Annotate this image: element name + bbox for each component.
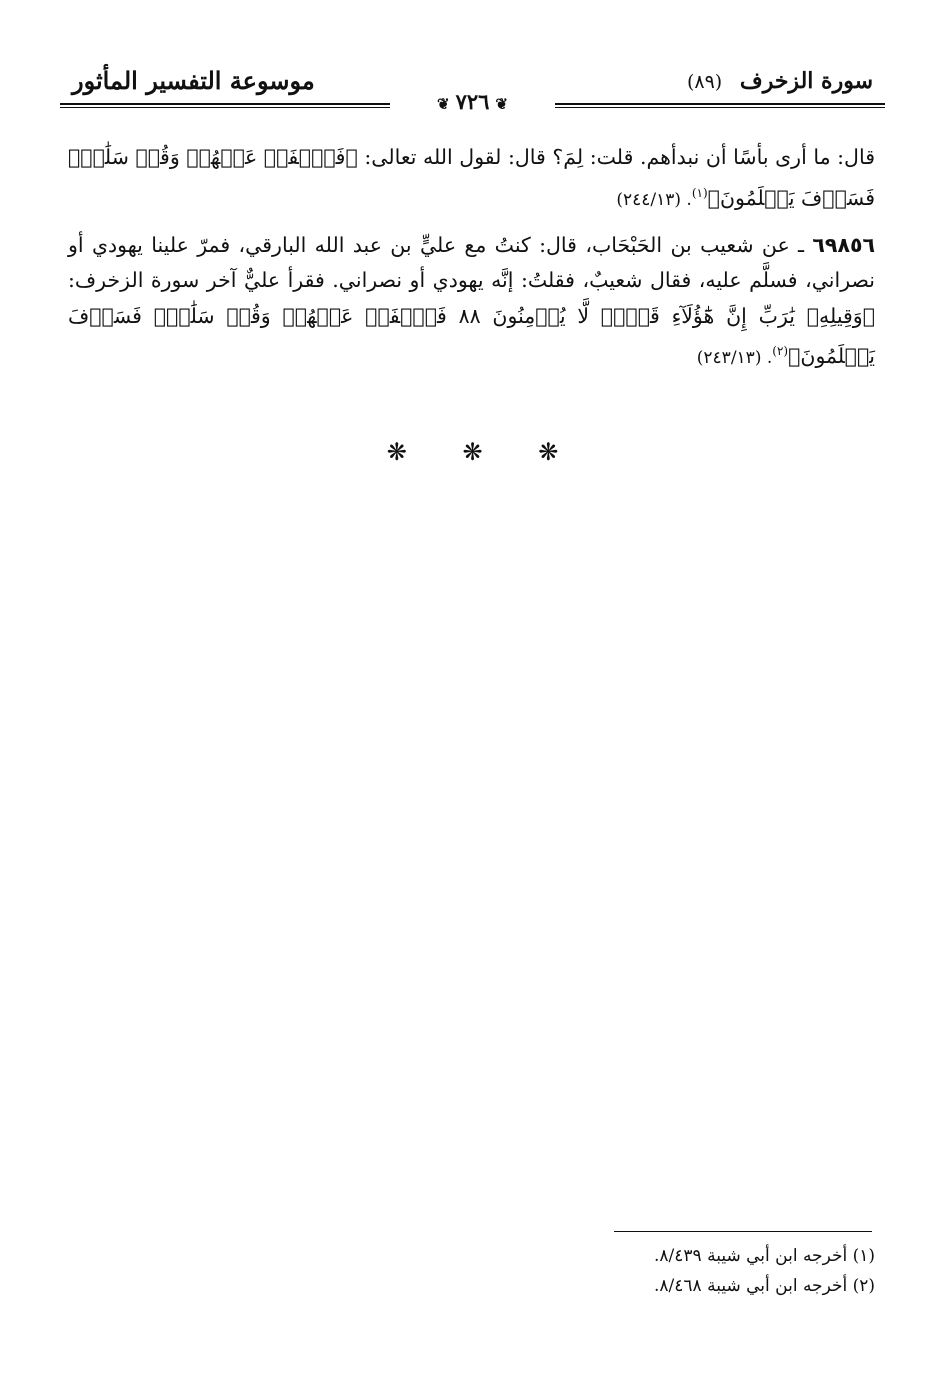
star-icon: ❋ — [538, 438, 559, 466]
footnote-1: (١) أخرجه ابن أبي شيبة ٨/٤٣٩. — [654, 1246, 875, 1266]
page-number-text: ٧٢٦ — [455, 89, 490, 114]
footnote-2: (٢) أخرجه ابن أبي شيبة ٨/٤٦٨. — [654, 1276, 875, 1296]
paragraph-1 — [68, 140, 875, 218]
ornament-icon: ❦ — [437, 95, 450, 113]
star-icon: ❋ — [462, 438, 483, 466]
running-header — [60, 58, 885, 114]
footnote-rule — [614, 1231, 872, 1232]
surah-name: سورة الزخرف — [739, 68, 873, 94]
paragraph-1-text: قال: ما أرى بأسًا أن نبدأهم. قلت: لِمَ؟ قال: لقول الله تعالى: ﴿فَٱصۡفَحۡ عَنۡهُمۡ وَقُلۡ سَلَٰمٞۚ فَسَوۡفَ يَعۡلَمُونَ﴾ — [68, 145, 875, 210]
header-rule-right — [555, 103, 885, 105]
footnotes — [654, 1241, 875, 1301]
footnote-ref-2: (٢) — [772, 344, 789, 359]
page-number — [431, 89, 514, 114]
surah-title — [687, 68, 873, 94]
paragraph-2 — [68, 228, 875, 377]
ornament-icon: ❦ — [495, 95, 508, 113]
star-icon: ❋ — [386, 438, 407, 466]
paragraph-2-text: ـ عن شعيب بن الحَبْحَاب، قال: كنتُ مع عليٍّ بن عبد الله البارقي، فمرّ علينا يهودي أو نصراني، فسلَّم عليه، فقال شعيبٌ، فقلتُ: إنَّه يهودي أو نصراني. فقرأ عليٌّ آخر سورة الزخرف: ﴿وَقِيلِهِۦ يَٰرَبِّ إِنَّ هَٰٓؤُلَآءِ قَوۡمٞ لَّا يُؤۡمِنُونَ ٨٨ فَٱصۡفَحۡ عَنۡهُمۡ وَقُلۡ سَلَٰمٞۚ فَسَوۡفَ يَعۡلَمُونَ﴾ — [68, 232, 876, 369]
paragraph-1-citation: . (٢٤٤/١٣) — [616, 189, 692, 210]
footnote-ref-1: (١) — [691, 185, 708, 200]
hadith-number: ٦٩٨٥٦ — [812, 232, 875, 257]
paragraph-2-citation: . (٢٤٣/١٣) — [696, 348, 773, 369]
section-separator — [0, 438, 945, 466]
encyclopedia-title: موسوعة التفسير المأثور — [72, 66, 315, 95]
main-text — [68, 140, 875, 377]
header-rule-left — [60, 103, 390, 105]
surah-number: (٨٩) — [686, 71, 723, 93]
